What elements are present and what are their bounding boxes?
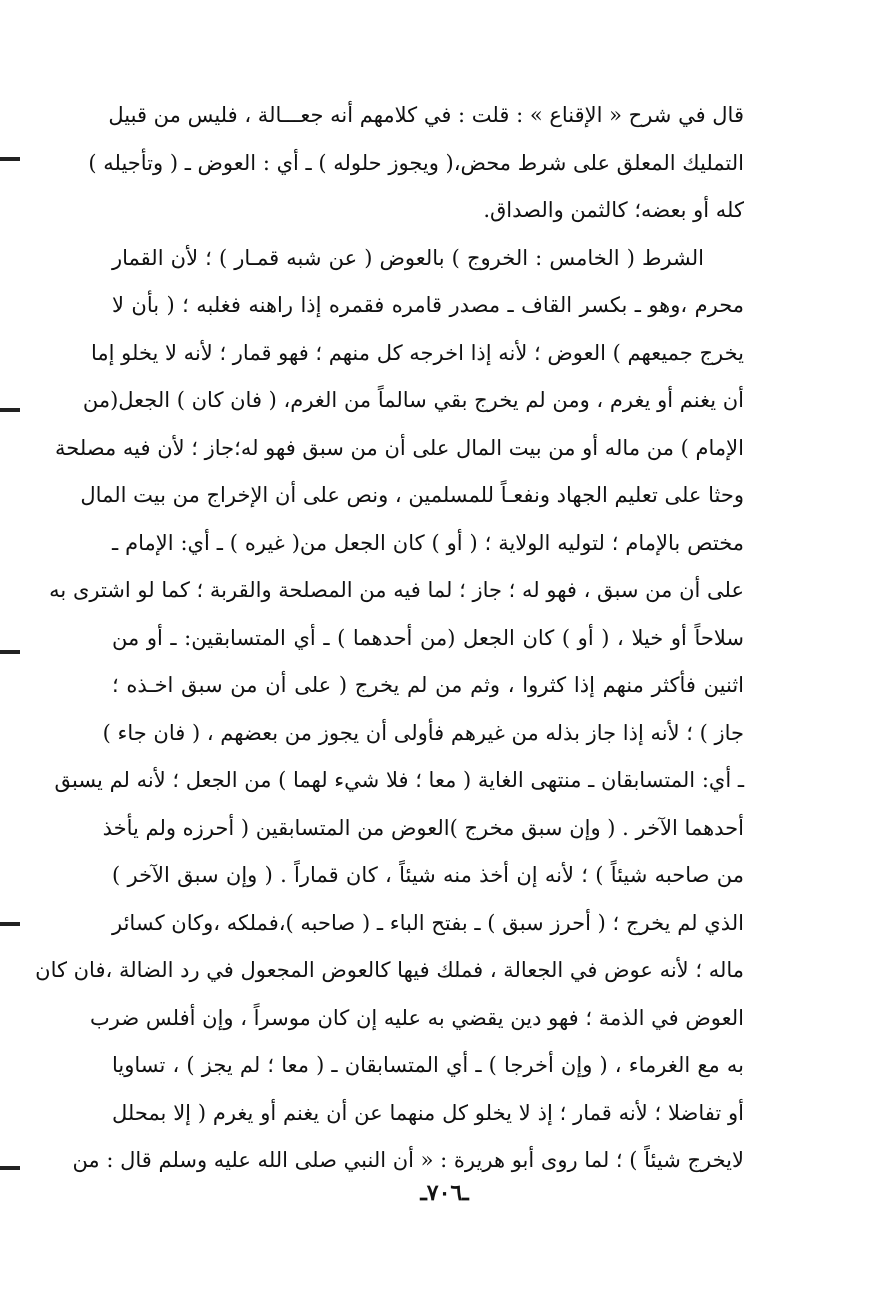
text-line: محرم ،وهو ـ بكسر القاف ـ مصدر قامره فقمره إذا راهنه فغلبه ؛ ( بأن لا (112, 293, 744, 317)
text-line: مختص بالإمام ؛ لتوليه الولاية ؛ ( أو ) كان الجعل من( غيره ) ـ أي: الإمام ـ (112, 530, 744, 555)
text-line: التمليك المعلق على شرط محض،( ويجوز حلوله ) ـ أي : العوض ـ ( وتأجيله ) (88, 150, 744, 175)
scan-edge-mark (0, 157, 20, 161)
text-line: كله أو بعضه؛ كالثمن والصداق. (483, 198, 744, 222)
text-line: قال في شرح « الإقناع » : قلت : في كلامهم أنه جعـــالة ، فليس من قبيل (108, 103, 744, 127)
text-line: جاز ) ؛ لأنه إذا جاز بذله من غيرهم فأولى أن يجوز من بعضهم ، ( فان جاء ) (102, 720, 744, 745)
scan-edge-mark (0, 408, 20, 412)
text-line: العوض في الذمة ؛ فهو دين يقضي به عليه إن كان موسراً ، وإن أفلس ضرب (90, 1005, 744, 1030)
text-line: أن يغنم أو يغرم ، ومن لم يخرج بقي سالماً من الغرم، ( فان كان ) الجعل(من (82, 388, 744, 412)
text-line: أو تفاضلا ؛ لأنه قمار ؛ إذ لا يخلو كل منهما عن أن يغنم أو يغرم ( إلا بمحلل (112, 1100, 744, 1125)
text-line: سلاحاً أو خيلا ، ( أو ) كان الجعل (من أحدهما ) ـ أي المتسابقين: ـ أو من (112, 625, 744, 650)
scan-edge-mark (0, 650, 20, 654)
text-line: لايخرج شيئاً ) ؛ لما روى أبو هريرة : « أن النبي صلى الله عليه وسلم قال : من (72, 1148, 744, 1172)
text-line: أحدهما الآخر . ( وإن سبق مخرج )العوض من المتسابقين ( أحرزه ولم يأخذ (102, 815, 744, 840)
text-line: الذي لم يخرج ؛ ( أحرز سبق ) ـ بفتح الباء ـ ( صاحبه )،فملكه ،وكان كسائر (112, 910, 744, 935)
page-body-text (35, 92, 744, 1185)
scan-edge-mark (0, 922, 20, 926)
text-line: ـ أي: المتسابقان ـ منتهى الغاية ( معا ؛ فلا شيء لهما ) من الجعل ؛ لأنه لم يسبق (54, 768, 744, 792)
page-number: ـ٧٠٦ـ (420, 1180, 469, 1206)
text-line: الإمام ) من ماله أو من بيت المال على أن من سبق فهو له؛جاز ؛ لأن فيه مصلحة (55, 435, 744, 460)
text-line: من صاحبه شيئاً ) ؛ لأنه إن أخذ منه شيئاً ، كان قماراً . ( وإن سبق الآخر ) (112, 863, 744, 887)
text-line: وحثا على تعليم الجهاد ونفعـاً للمسلمين ، ونص على أن الإخراج من بيت المال (80, 483, 744, 507)
text-line: على أن من سبق ، فهو له ؛ جاز ؛ لما فيه من المصلحة والقربة ؛ كما لو اشترى به (49, 578, 744, 602)
scan-edge-mark (0, 1166, 20, 1170)
text-line: اثنين فأكثر منهم إذا كثروا ، وثم من لم يخرج ( على أن من سبق اخـذه ؛ (112, 673, 744, 697)
text-line: به مع الغرماء ، ( وإن أخرجا ) ـ أي المتسابقان ـ ( معا ؛ لم يجز ) ، تساويا (112, 1053, 744, 1077)
text-line: يخرج جميعهم ) العوض ؛ لأنه إذا اخرجه كل منهم ؛ فهو قمار ؛ لأنه لا يخلو إما (91, 340, 744, 365)
text-line: الشرط ( الخامس : الخروج ) بالعوض ( عن شبه قمـار ) ؛ لأن القمار (112, 245, 704, 270)
text-line: ماله ؛ لأنه عوض في الجعالة ، فملك فيها كالعوض المجعول في رد الضالة ،فان كان (35, 958, 744, 982)
